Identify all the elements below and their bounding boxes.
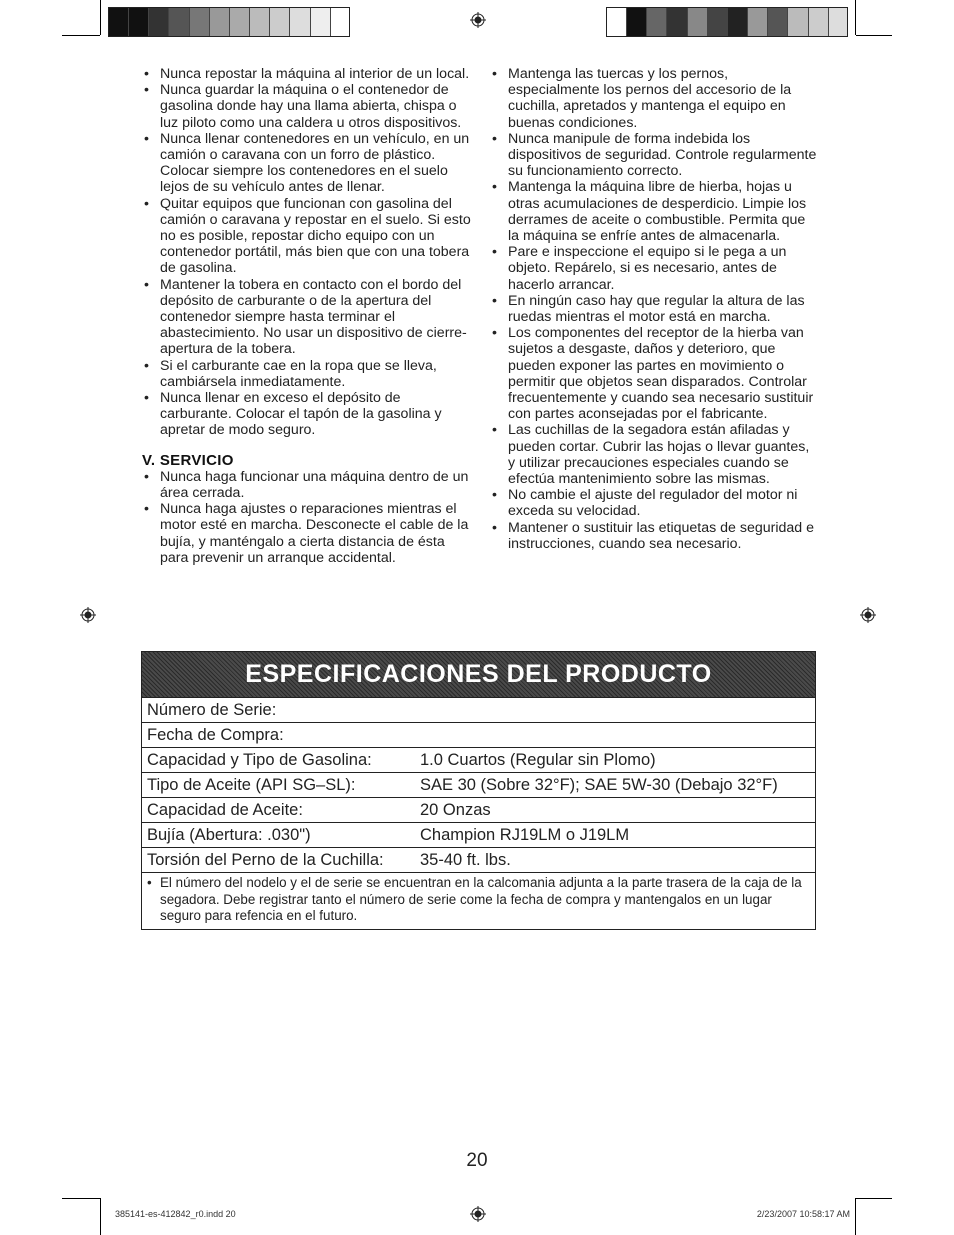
spec-value: 20 Onzas bbox=[420, 800, 491, 819]
spec-label: Capacidad y Tipo de Gasolina: bbox=[147, 750, 372, 769]
registration-bar-right bbox=[606, 7, 848, 37]
list-item: • Nunca manipule de forma indebida los dispositivos de seguridad. Controle regularmente su funcionamiento correcto. bbox=[490, 131, 820, 180]
list-item: • Nunca guardar la máquina o el contenedor de gasolina donde hay una llama abierta, chispa o luz piloto como una caldera u otros dispositivos. bbox=[142, 82, 472, 131]
list-item: • En ningún caso hay que regular la altura de las ruedas mientras el motor está en marcha. bbox=[490, 293, 820, 325]
list-item: • Mantener la tobera en contacto con el bordo del depósito de carburante o de la apertura del contenedor siempre hasta terminar el abastecimiento. No usar un dispositivo de cierre-apertura de la tobera. bbox=[142, 277, 472, 358]
list-item: • Nunca llenar en exceso el depósito de carburante. Colocar el tapón de la gasolina y apretar de modo seguro. bbox=[142, 390, 472, 439]
product-spec-table bbox=[141, 651, 816, 930]
maintenance-list bbox=[490, 66, 820, 552]
list-item: • Pare e inspeccione el equipo si le pega a un objeto. Repárelo, si es necesario, antes de hacerlo arrancar. bbox=[490, 244, 820, 293]
list-item: • Mantenga las tuercas y los pernos, especialmente los pernos del accesorio de la cuchilla, apretados y mantenga el equipo en buenas condiciones. bbox=[490, 66, 820, 131]
list-item: • Nunca repostar la máquina al interior de un local. bbox=[142, 66, 472, 82]
registration-target-icon bbox=[860, 607, 876, 623]
page-number: 20 bbox=[466, 1150, 488, 1171]
right-column bbox=[490, 66, 820, 552]
spec-row bbox=[142, 773, 815, 798]
service-list bbox=[142, 469, 472, 566]
spec-label: Número de Serie: bbox=[147, 700, 277, 719]
spec-note: • El número del nodelo y el de serie se encuentran en la calcomania adjunta a la parte trasera de la caja de la segadora. Debe registrar tanto el número de serie come la fecha de compra y mantengalos en un lugar seguro para refencia en el futuro. bbox=[142, 873, 815, 929]
spec-row bbox=[142, 823, 815, 848]
left-column bbox=[142, 66, 472, 566]
spec-label: Fecha de Compra: bbox=[147, 725, 284, 744]
crop-mark bbox=[62, 35, 100, 36]
registration-target-icon bbox=[80, 607, 96, 623]
list-item: • Quitar equipos que funcionan con gasolina del camión o caravana y repostar en el suelo. Si esto no es posible, repostar dicho equipo con un contenedor portátil, más bien que con una tobera de gasolina. bbox=[142, 196, 472, 277]
spec-label: Tipo de Aceite (API SG–SL): bbox=[147, 775, 356, 794]
list-item: • Mantener o sustituir las etiquetas de seguridad e instrucciones, cuando sea necesario. bbox=[490, 520, 820, 552]
spec-row bbox=[142, 848, 815, 873]
spec-row bbox=[142, 698, 815, 723]
spec-value: 35-40 ft. lbs. bbox=[420, 850, 511, 869]
spec-row bbox=[142, 723, 815, 748]
spec-label: Torsión del Perno de la Cuchilla: bbox=[147, 850, 384, 869]
registration-target-icon bbox=[470, 1206, 486, 1222]
list-item: • Los componentes del receptor de la hierba van sujetos a desgaste, daños y deterioro, que pueden exponer las partes en movimiento o permitir que objetos sean disparados. Controlar frecuentemente y cuando sea necesario sustituir con partes aconsejadas por el fabricante. bbox=[490, 325, 820, 422]
list-item: • Las cuchillas de la segadora están afiladas y pueden cortar. Cubrir las hojas o llevar guantes, y utilizar precauciones especiales cuando se efectúa mantenimiento sobre las mismas. bbox=[490, 422, 820, 487]
footer-file-name: 385141-es-412842_r0.indd 20 bbox=[115, 1209, 236, 1219]
spec-value: Champion RJ19LM o J19LM bbox=[420, 825, 630, 844]
spec-value: 1.0 Cuartos (Regular sin Plomo) bbox=[420, 750, 656, 769]
list-item: • Nunca haga funcionar una máquina dentro de un área cerrada. bbox=[142, 469, 472, 501]
crop-mark bbox=[855, 0, 856, 35]
section-title: V. SERVICIO bbox=[142, 451, 234, 469]
crop-mark bbox=[62, 1198, 100, 1199]
list-item: • Nunca haga ajustes o reparaciones mientras el motor esté en marcha. Desconecte el cable de la bujía, y manténgalo a cierta distancia de ésta para prevenir un arranque accidental. bbox=[142, 501, 472, 566]
list-item: • No cambie el ajuste del regulador del motor ni exceda su velocidad. bbox=[490, 487, 820, 519]
crop-mark bbox=[856, 1198, 892, 1199]
crop-mark bbox=[856, 35, 892, 36]
registration-bar-left bbox=[108, 7, 350, 37]
spec-title: ESPECIFICACIONES DEL PRODUCTO bbox=[142, 652, 815, 698]
list-item: • Mantenga la máquina libre de hierba, hojas u otras acumulaciones de desperdicio. Limpie los derrames de aceite o combustible. Permita que la máquina se enfríe antes de almacenarla. bbox=[490, 179, 820, 244]
crop-mark bbox=[855, 1198, 856, 1235]
registration-target-icon bbox=[470, 12, 486, 28]
spec-row bbox=[142, 748, 815, 773]
fuel-safety-list bbox=[142, 66, 472, 439]
crop-mark bbox=[100, 1198, 101, 1235]
footer-timestamp: 2/23/2007 10:58:17 AM bbox=[756, 1209, 850, 1219]
spec-label: Bujía (Abertura: .030") bbox=[147, 825, 311, 844]
list-item: • Si el carburante cae en la ropa que se lleva, cambiársela inmediatamente. bbox=[142, 358, 472, 390]
spec-value: SAE 30 (Sobre 32°F); SAE 5W-30 (Debajo 32°F) bbox=[420, 775, 778, 794]
list-item: • Nunca llenar contenedores en un vehículo, en un camión o caravana con un forro de plástico. Colocar siempre los contenedores en el suelo lejos de su vehículo antes de llenar. bbox=[142, 131, 472, 196]
crop-mark bbox=[100, 0, 101, 35]
spec-row bbox=[142, 798, 815, 823]
spec-label: Capacidad de Aceite: bbox=[147, 800, 303, 819]
